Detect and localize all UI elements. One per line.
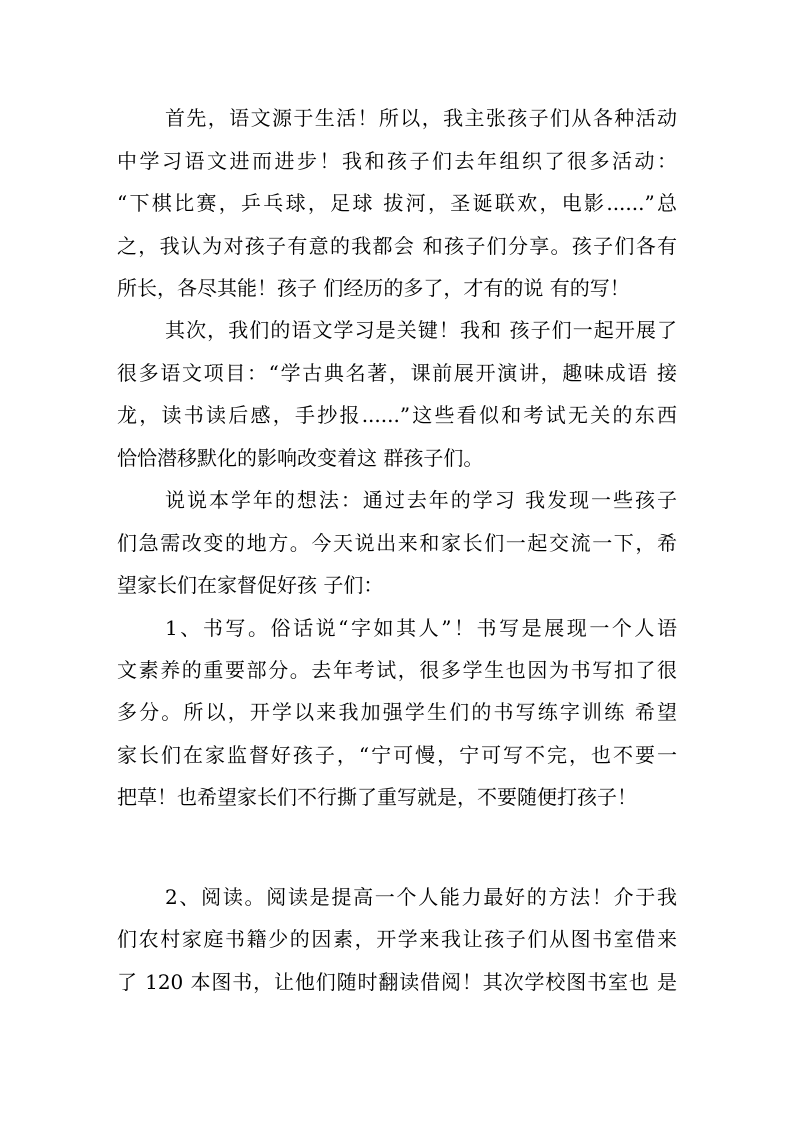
paragraph-1-line-1: 首先，语文源于生活！所以，我主张孩子们从各种活动 <box>165 106 677 130</box>
paragraph-2-line-3: 龙，读书读后感，手抄报......”这些看似和考试无关的东西 <box>117 403 677 427</box>
paragraph-4-line-3: 多分。所以，开学以来我加强学生们的书写练字训练 希望 <box>117 700 677 724</box>
paragraph-4-line-1: 1、书写。俗话说“字如其人”！书写是展现一个人语 <box>165 616 677 640</box>
paragraph-1-line-4: 之，我认为对孩子有意的我都会 和孩子们分享。孩子们各有 <box>117 234 677 258</box>
paragraph-4-line-5: 把草！也希望家长们不行撕了重写就是，不要随便打孩子！ <box>117 785 637 809</box>
paragraph-2-line-4: 恰恰潜移默化的影响改变着这 群孩子们。 <box>117 446 484 470</box>
paragraph-4-line-2: 文素养的重要部分。去年考试，很多学生也因为书写扣了很 <box>117 658 677 682</box>
paragraph-3-line-2: 们急需改变的地方。今天说出来和家长们一起交流一下，希 <box>117 531 677 555</box>
paragraph-5-line-1: 2、阅读。阅读是提高一个人能力最好的方法！介于我 <box>165 885 677 909</box>
paragraph-3-line-1: 说说本学年的想法：通过去年的学习 我发现一些孩子 <box>165 488 677 512</box>
paragraph-1-line-2: 中学习语文进而进步！我和孩子们去年组织了很多活动： <box>117 149 677 173</box>
paragraph-4-line-4: 家长们在家监督好孩子，“宁可慢，宁可写不完，也不要一 <box>117 743 677 767</box>
paragraph-3-line-3: 望家长们在家督促好孩 子们： <box>117 573 384 597</box>
paragraph-5-line-3: 了 120 本图书，让他们随时翻读借阅！其次学校图书室也 是 <box>117 970 677 994</box>
paragraph-2-line-2: 很多语文项目：“学古典名著，课前展开演讲，趣味成语 接 <box>117 361 677 385</box>
paragraph-2-line-1: 其次，我们的语文学习是关键！我和 孩子们一起开展了 <box>165 318 677 342</box>
paragraph-1-line-5: 所长，各尽其能！孩子 们经历的多了，才有的说 有的写！ <box>117 276 630 300</box>
paragraph-1-line-3: “下棋比赛，乒乓球，足球 拔河，圣诞联欢，电影......”总 <box>117 191 677 215</box>
paragraph-5-line-2: 们农村家庭书籍少的因素，开学来我让孩子们从图书室借来 <box>117 927 677 951</box>
